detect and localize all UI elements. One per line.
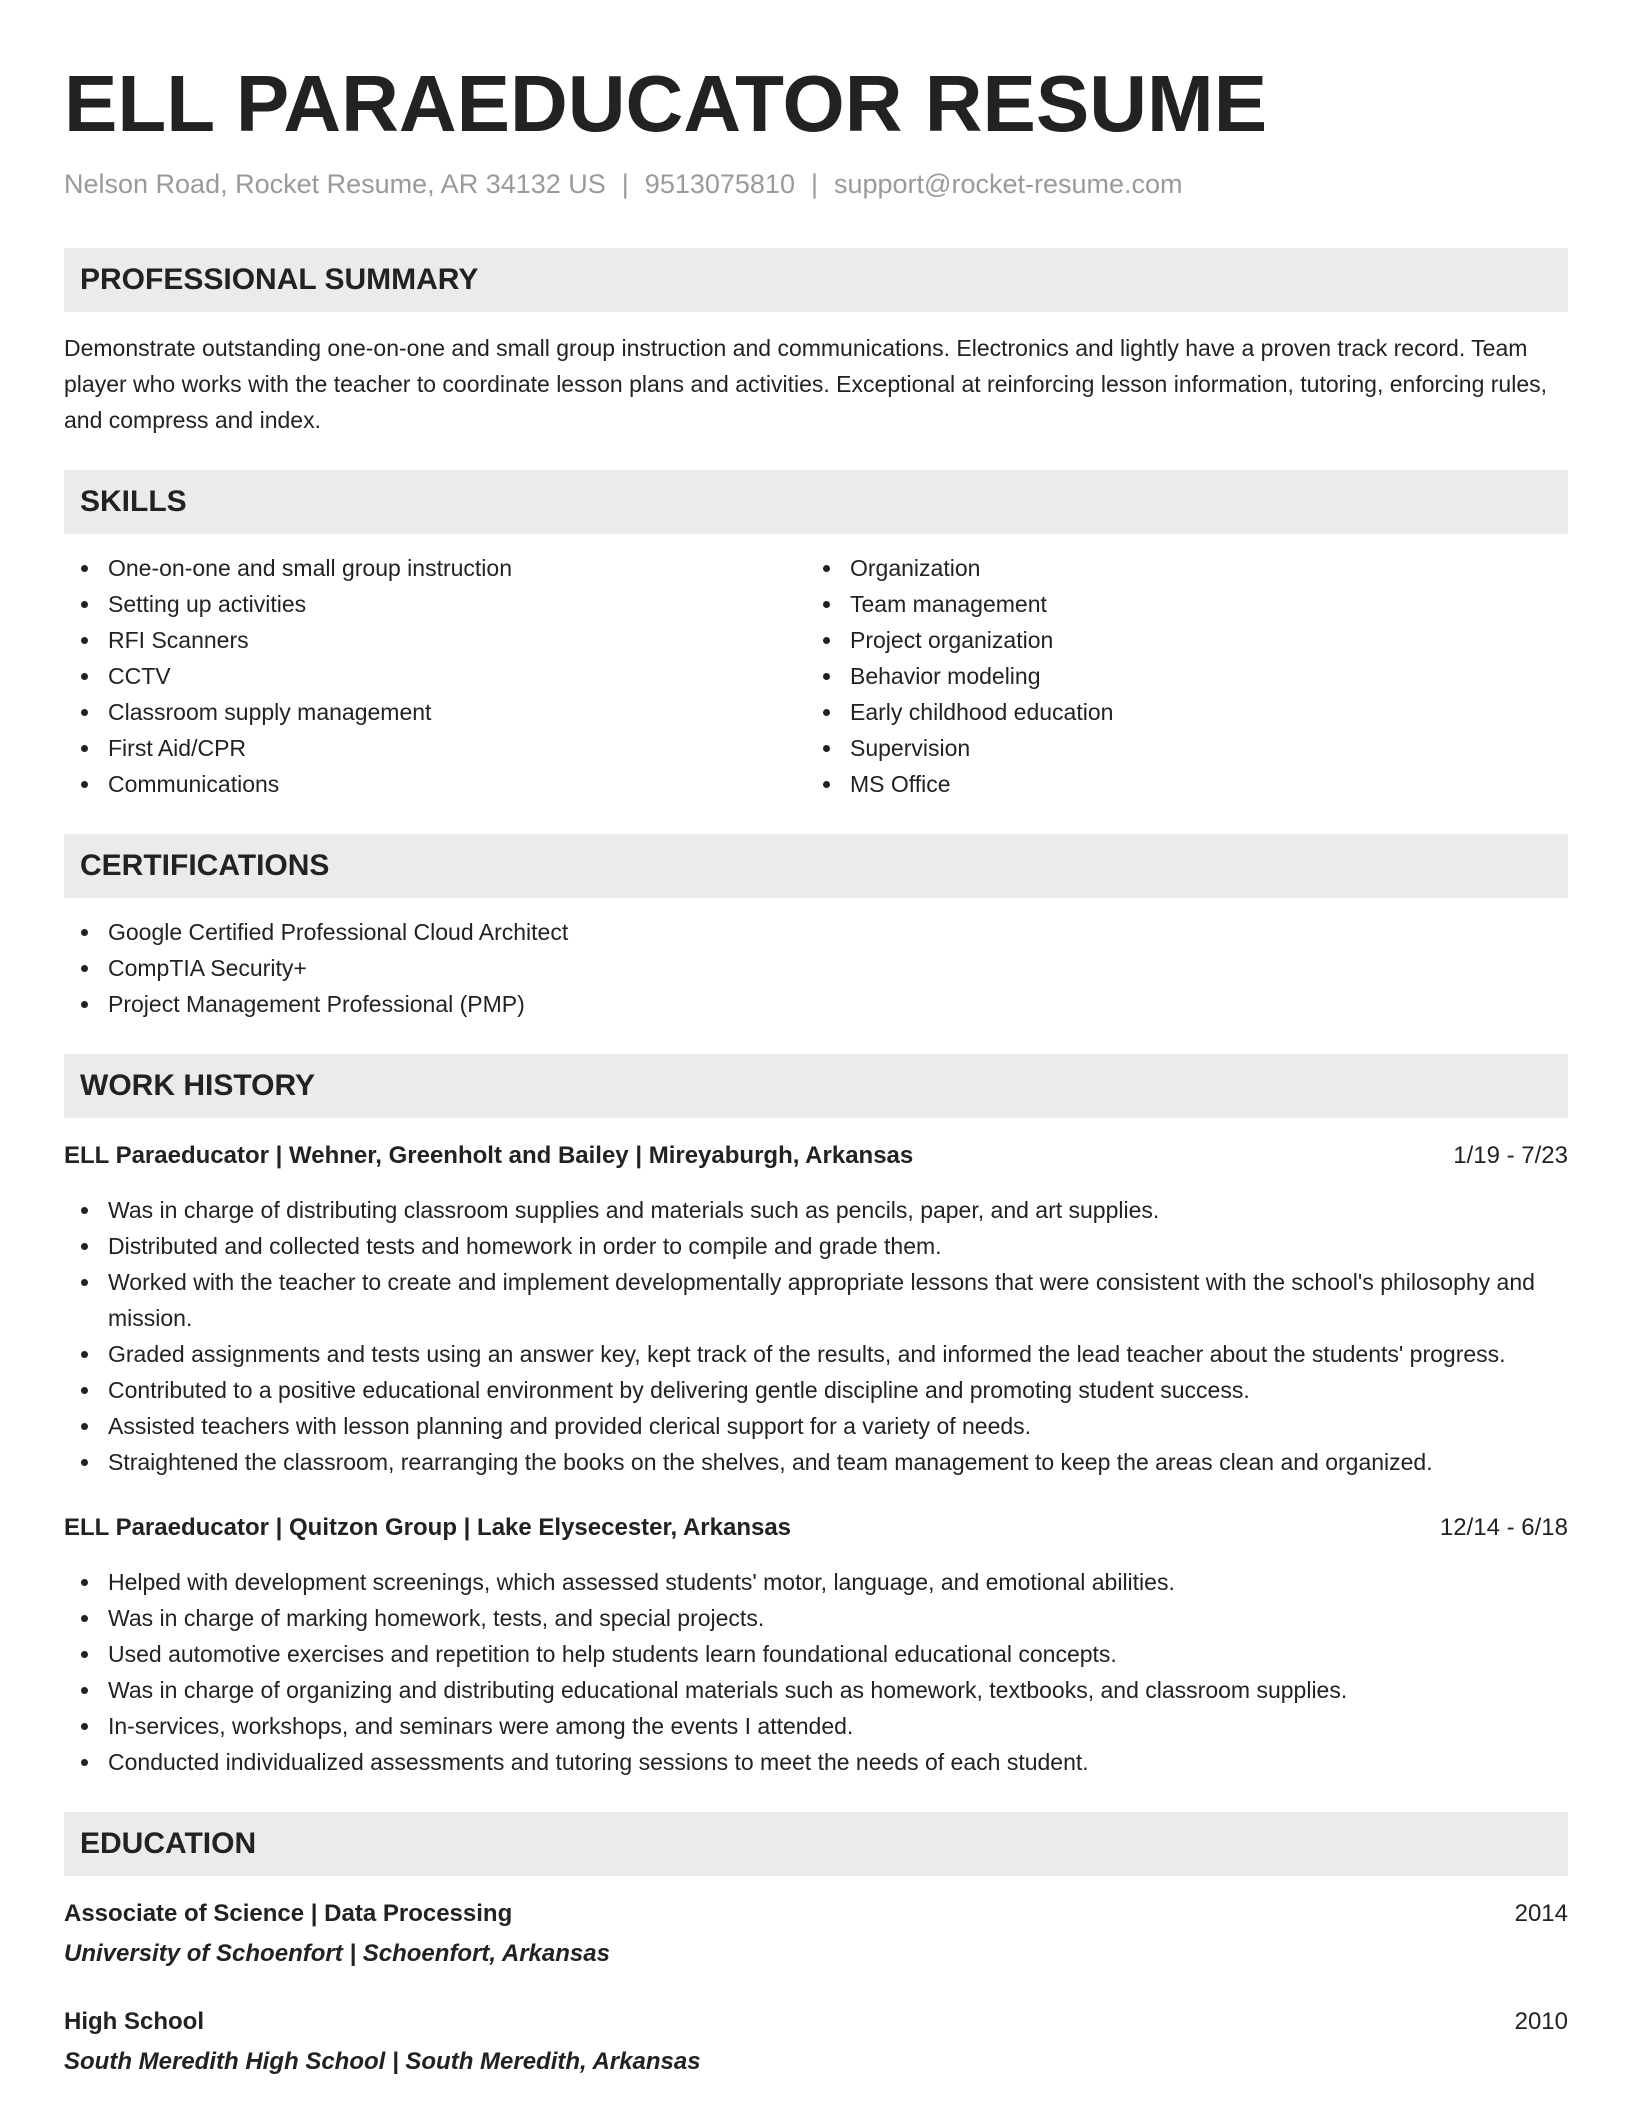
job-header [64, 1510, 1568, 1546]
education-year: 2014 [1514, 1900, 1568, 1927]
skill-item: Classroom supply management [64, 694, 806, 730]
certification-item: Google Certified Professional Cloud Architect [64, 914, 1568, 950]
education-year: 2010 [1514, 2008, 1568, 2035]
skill-item: MS Office [806, 766, 1548, 802]
job-bullets [64, 1564, 1568, 1780]
summary-text: Demonstrate outstanding one-on-one and small group instruction and communications. Electronics and lightly have a proven track record. Team player who works with the teacher to coordinate lesson plans and activities. Exceptional at reinforcing lesson information, tutoring, enforcing rules, and compress and index. [64, 335, 1548, 433]
contact-email: support@rocket-resume.com [833, 169, 1183, 199]
section-header-summary: PROFESSIONAL SUMMARY [64, 248, 1568, 312]
education-entry [64, 1896, 1568, 1972]
education-header [64, 1896, 1568, 1932]
education-degree: High School [64, 2008, 204, 2035]
job-bullet: Was in charge of organizing and distributing educational materials such as homework, textbooks, and classroom supplies. [64, 1672, 1568, 1708]
education-degree: Associate of Science | Data Processing [64, 1900, 513, 1927]
job-bullet: Conducted individualized assessments and tutoring sessions to meet the needs of each student. [64, 1744, 1568, 1780]
skills-grid [64, 550, 1568, 802]
job-bullet: In-services, workshops, and seminars were among the events I attended. [64, 1708, 1568, 1744]
section-header-certifications: CERTIFICATIONS [64, 834, 1568, 898]
job-bullet: Used automotive exercises and repetition to help students learn foundational educational concepts. [64, 1636, 1568, 1672]
skill-item: Organization [806, 550, 1548, 586]
education-school: University of Schoenfort | Schoenfort, Arkansas [64, 1940, 610, 1967]
contact-address: Nelson Road, Rocket Resume, AR 34132 US [64, 169, 606, 199]
job-bullets [64, 1192, 1568, 1480]
job-bullet: Graded assignments and tests using an answer key, kept track of the results, and informed the lead teacher about the students' progress. [64, 1336, 1568, 1372]
skills-list-left [64, 550, 806, 802]
certification-item: CompTIA Security+ [64, 950, 1568, 986]
certifications-list [64, 914, 1568, 1022]
job-bullet: Distributed and collected tests and homework in order to compile and grade them. [64, 1228, 1568, 1264]
section-header-skills: SKILLS [64, 470, 1568, 534]
job-header [64, 1138, 1568, 1174]
skill-item: Behavior modeling [806, 658, 1548, 694]
skill-item: Setting up activities [64, 586, 806, 622]
skill-item: CCTV [64, 658, 806, 694]
resume-title: ELL PARAEDUCATOR RESUME [64, 59, 1268, 148]
skill-item: First Aid/CPR [64, 730, 806, 766]
job-title: ELL Paraeducator | Quitzon Group | Lake Elysecester, Arkansas [64, 1514, 792, 1541]
job-bullet: Contributed to a positive educational environment by delivering gentle discipline and promoting student success. [64, 1372, 1568, 1408]
skill-item: Early childhood education [806, 694, 1548, 730]
job-bullet: Was in charge of distributing classroom supplies and materials such as pencils, paper, and art supplies. [64, 1192, 1568, 1228]
job-entry [64, 1510, 1568, 1780]
education-school: South Meredith High School | South Meredith, Arkansas [64, 2048, 701, 2075]
skills-list-right [806, 550, 1548, 802]
job-bullet: Assisted teachers with lesson planning and provided clerical support for a variety of needs. [64, 1408, 1568, 1444]
job-bullet: Helped with development screenings, which assessed students' motor, language, and emotional abilities. [64, 1564, 1568, 1600]
skill-item: RFI Scanners [64, 622, 806, 658]
skill-item: Communications [64, 766, 806, 802]
job-entry [64, 1138, 1568, 1480]
skill-item: One-on-one and small group instruction [64, 550, 806, 586]
job-dates: 1/19 - 7/23 [1453, 1142, 1568, 1169]
skill-item: Supervision [806, 730, 1548, 766]
contact-separator: | [621, 169, 629, 199]
certification-item: Project Management Professional (PMP) [64, 986, 1568, 1022]
contact-separator: | [810, 169, 818, 199]
job-bullet: Was in charge of marking homework, tests, and special projects. [64, 1600, 1568, 1636]
skill-item: Project organization [806, 622, 1548, 658]
skill-item: Team management [806, 586, 1548, 622]
job-bullet: Worked with the teacher to create and implement developmentally appropriate lessons that were consistent with the school's philosophy and mission. [64, 1264, 1568, 1336]
education-header [64, 2004, 1568, 2040]
section-header-work-history: WORK HISTORY [64, 1054, 1568, 1118]
job-bullet: Straightened the classroom, rearranging the books on the shelves, and team management to keep the areas clean and organized. [64, 1444, 1568, 1480]
section-header-education: EDUCATION [64, 1812, 1568, 1876]
education-entry [64, 2004, 1568, 2080]
contact-line [64, 166, 1568, 202]
contact-phone: 9513075810 [644, 169, 795, 199]
job-title: ELL Paraeducator | Wehner, Greenholt and Bailey | Mireyaburgh, Arkansas [64, 1142, 914, 1169]
job-dates: 12/14 - 6/18 [1439, 1514, 1568, 1541]
